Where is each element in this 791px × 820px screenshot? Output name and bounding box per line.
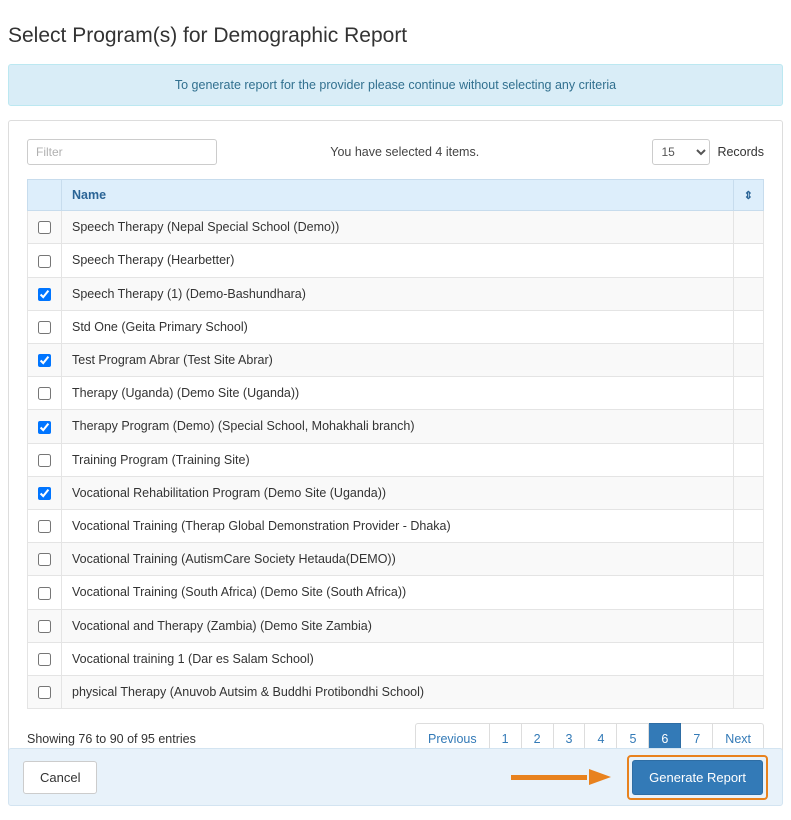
filter-input[interactable]: [27, 139, 217, 165]
row-checkbox[interactable]: [38, 686, 51, 699]
row-spacer: [733, 443, 763, 476]
row-name: Speech Therapy (Nepal Special School (Demo)): [62, 211, 734, 244]
row-checkbox[interactable]: [38, 387, 51, 400]
row-checkbox-cell[interactable]: [28, 310, 62, 343]
row-checkbox[interactable]: [38, 354, 51, 367]
records-control: [652, 139, 764, 165]
programs-table: [27, 179, 764, 709]
table-row[interactable]: [28, 410, 764, 443]
row-checkbox-cell[interactable]: [28, 277, 62, 310]
row-spacer: [733, 675, 763, 708]
row-checkbox[interactable]: [38, 487, 51, 500]
program-selection-panel: [8, 120, 783, 768]
row-checkbox-cell[interactable]: [28, 675, 62, 708]
records-per-page-select[interactable]: [652, 139, 710, 165]
table-row[interactable]: [28, 343, 764, 376]
table-row[interactable]: [28, 543, 764, 576]
table-row[interactable]: [28, 675, 764, 708]
row-checkbox[interactable]: [38, 454, 51, 467]
row-checkbox-cell[interactable]: [28, 410, 62, 443]
row-spacer: [733, 377, 763, 410]
row-checkbox[interactable]: [38, 288, 51, 301]
row-checkbox-cell[interactable]: [28, 576, 62, 609]
row-checkbox-cell[interactable]: [28, 211, 62, 244]
table-toolbar: [27, 137, 764, 167]
row-checkbox-cell[interactable]: [28, 377, 62, 410]
row-spacer: [733, 244, 763, 277]
row-spacer: [733, 277, 763, 310]
action-bar: [8, 748, 783, 806]
generate-report-button[interactable]: Generate Report: [632, 760, 763, 795]
row-checkbox[interactable]: [38, 553, 51, 566]
row-checkbox-cell[interactable]: [28, 244, 62, 277]
row-checkbox[interactable]: [38, 255, 51, 268]
table-row[interactable]: [28, 443, 764, 476]
programs-table-body: [28, 211, 764, 709]
row-spacer: [733, 576, 763, 609]
page-4[interactable]: 4: [585, 723, 617, 755]
row-name: Vocational Training (South Africa) (Demo Site (South Africa)): [62, 576, 734, 609]
row-checkbox-cell[interactable]: [28, 343, 62, 376]
page-next[interactable]: Next: [713, 723, 764, 755]
page-1[interactable]: 1: [490, 723, 522, 755]
row-checkbox[interactable]: [38, 221, 51, 234]
row-name: Test Program Abrar (Test Site Abrar): [62, 343, 734, 376]
row-name: Vocational Rehabilitation Program (Demo Site (Uganda)): [62, 476, 734, 509]
table-row[interactable]: [28, 576, 764, 609]
table-row[interactable]: [28, 211, 764, 244]
row-checkbox-cell[interactable]: [28, 476, 62, 509]
row-checkbox[interactable]: [38, 620, 51, 633]
row-checkbox[interactable]: [38, 653, 51, 666]
row-checkbox-cell[interactable]: [28, 443, 62, 476]
table-header-row: [28, 180, 764, 211]
records-label: Records: [717, 145, 764, 160]
programs-table-head: [28, 180, 764, 211]
row-spacer: [733, 642, 763, 675]
row-name: Vocational Training (AutismCare Society Hetauda(DEMO)): [62, 543, 734, 576]
header-checkbox-column: [28, 180, 62, 211]
row-spacer: [733, 343, 763, 376]
row-name: Training Program (Training Site): [62, 443, 734, 476]
row-spacer: [733, 310, 763, 343]
table-row[interactable]: [28, 277, 764, 310]
row-name: Therapy Program (Demo) (Special School, Mohakhali branch): [62, 410, 734, 443]
page-2[interactable]: 2: [522, 723, 554, 755]
row-checkbox-cell[interactable]: [28, 509, 62, 542]
row-spacer: [733, 509, 763, 542]
row-name: Vocational training 1 (Dar es Salam School): [62, 642, 734, 675]
row-spacer: [733, 609, 763, 642]
row-spacer: [733, 211, 763, 244]
pointer-arrow-icon: [511, 769, 611, 785]
row-name: Therapy (Uganda) (Demo Site (Uganda)): [62, 377, 734, 410]
page-5[interactable]: 5: [617, 723, 649, 755]
row-name: Vocational and Therapy (Zambia) (Demo Site Zambia): [62, 609, 734, 642]
row-checkbox[interactable]: [38, 421, 51, 434]
row-spacer: [733, 543, 763, 576]
row-name: Speech Therapy (Hearbetter): [62, 244, 734, 277]
page-7[interactable]: 7: [681, 723, 713, 755]
row-checkbox[interactable]: [38, 520, 51, 533]
row-name: Vocational Training (Therap Global Demonstration Provider - Dhaka): [62, 509, 734, 542]
table-row[interactable]: [28, 476, 764, 509]
row-name: Speech Therapy (1) (Demo-Bashundhara): [62, 277, 734, 310]
entries-summary: Showing 76 to 90 of 95 entries: [27, 732, 196, 747]
row-name: physical Therapy (Anuvob Autsim & Buddhi Protibondhi School): [62, 675, 734, 708]
row-checkbox-cell[interactable]: [28, 642, 62, 675]
row-spacer: [733, 476, 763, 509]
generate-report-highlight: [627, 755, 768, 800]
table-row[interactable]: [28, 509, 764, 542]
selected-items-note: You have selected 4 items.: [330, 145, 480, 160]
info-banner: To generate report for the provider please continue without selecting any criteria: [8, 64, 783, 106]
row-checkbox-cell[interactable]: [28, 609, 62, 642]
table-row[interactable]: [28, 244, 764, 277]
row-checkbox[interactable]: [38, 587, 51, 600]
row-checkbox[interactable]: [38, 321, 51, 334]
cancel-button[interactable]: Cancel: [23, 761, 97, 794]
row-spacer: [733, 410, 763, 443]
sort-icon[interactable]: ⇕: [733, 180, 763, 211]
row-name: Std One (Geita Primary School): [62, 310, 734, 343]
table-row[interactable]: [28, 642, 764, 675]
row-checkbox-cell[interactable]: [28, 543, 62, 576]
page-previous[interactable]: Previous: [415, 723, 490, 755]
page-6[interactable]: 6: [649, 723, 681, 755]
page-3[interactable]: 3: [554, 723, 586, 755]
page-title: Select Program(s) for Demographic Report: [8, 24, 408, 48]
header-name[interactable]: Name: [62, 180, 734, 211]
table-row[interactable]: [28, 377, 764, 410]
table-row[interactable]: [28, 609, 764, 642]
table-row[interactable]: [28, 310, 764, 343]
